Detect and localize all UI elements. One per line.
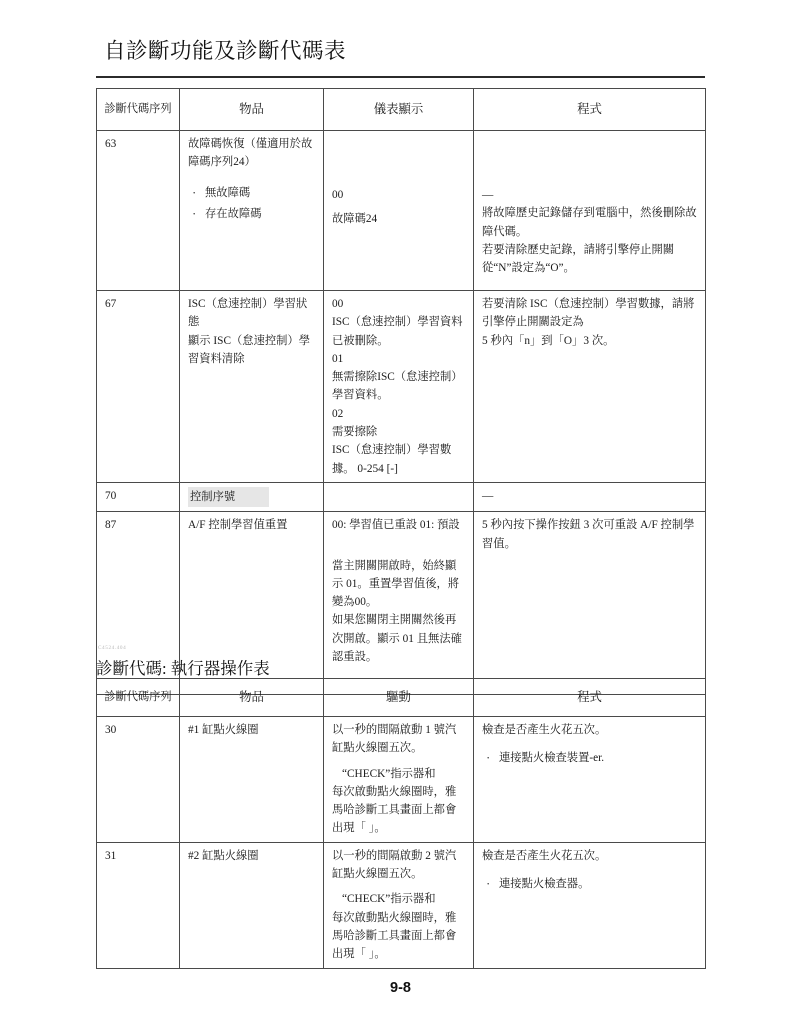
cell-code: 87 [97,512,180,695]
display-value-3: 如果您關閉主開關然後再次開啟。顯示 01 且無法確認重設。 [332,614,462,664]
table-row [97,842,706,968]
page-title: 自診斷功能及診斷代碼表 [104,39,347,63]
drive-text-1: 以一秒的間隔啟動 2 號汽缸點火線圈五次。 [332,849,457,881]
cell-item: #2 缸點火線圈 [180,842,324,968]
section-title-actuator: 診斷代碼: 執行器操作表 [96,659,270,678]
table-header-row [97,89,706,131]
column-header-procedure: 程式 [474,679,706,717]
list-item: · 無故障碼 [188,184,316,202]
column-header-display: 儀表顯示 [324,89,474,131]
column-header-procedure: 程式 [474,89,706,131]
cell-procedure [474,131,706,291]
display-value-2: 故障碼24 [332,213,378,226]
cell-item: #1 缸點火線圈 [180,717,324,843]
item-line-1: ISC（怠速控制）學習狀態 [188,298,308,329]
display-code-3: 02 [332,407,344,420]
display-code-2: 01 [332,352,344,365]
procedure-text-1: 若要清除 ISC（怠速控制）學習數據，請將引擎停止開關設定為 [482,298,695,329]
cell-code: 30 [97,717,180,843]
display-value-2: 當主開關開啟時，始終顯示 01。重置學習值後，將變為00。 [332,559,460,609]
self-diagnosis-table [96,88,706,695]
cell-code: 70 [97,482,180,511]
cell-item [180,482,324,511]
list-item: · 存在故障碼 [188,205,316,223]
drive-text-1: 以一秒的間隔啟動 1 號汽缸點火線圈五次。 [332,724,457,755]
cell-display [324,512,474,695]
cell-code: 31 [97,842,180,968]
column-header-drive: 驅動 [324,679,474,717]
procedure-dash: — [482,189,494,201]
cell-display [324,131,474,291]
item-title: 故障碼恢復（僅適用於故障碼序列24） [188,138,313,169]
title-divider [96,76,705,78]
cell-procedure [474,291,706,483]
column-header-item: 物品 [180,89,324,131]
cell-procedure [474,512,706,695]
display-code-1: 00 [332,298,344,310]
item-bullet-list [188,184,316,224]
display-text-2: 無需擦除ISC（怠速控制）學習資料。 [332,371,463,402]
cell-procedure [474,717,706,843]
column-header-code: 診斷代碼序列 [97,89,180,131]
display-text-4: ISC（怠速控制）學習數據。 0-254 [-] [332,444,452,475]
item-line-2: 顯示 ISC（怠速控制）學習資料清除 [188,334,311,365]
cell-item [180,291,324,483]
cell-code: 67 [97,291,180,483]
column-header-item: 物品 [180,679,324,717]
procedure-bullet-list [482,749,698,767]
drive-text-3: 每次啟動點火線圈時，雅馬哈診斷工具畫面上都會出現「 」。 [332,911,457,961]
drive-text-3: 每次啟動點火線圈時，雅馬哈診斷工具畫面上都會出現「 」。 [332,785,457,835]
procedure-text-1: 檢查是否產生火花五次。 [482,849,607,862]
faint-text-fragment: C4524.404 [98,645,127,651]
actuator-operation-table [96,678,706,969]
drive-text-2: “CHECK”指示器和 [342,893,436,906]
procedure-text-1: 將故障歷史記錄儲存到電腦中，然後刪除故障代碼。 [482,207,697,238]
display-text-1: ISC（怠速控制）學習資料已被刪除。 [332,316,463,347]
display-value-1: 00 [332,189,344,201]
procedure-text-1: 檢查是否產生火花五次。 [482,724,607,736]
cell-drive [324,717,474,843]
cell-item: A/F 控制學習值重置 [180,512,324,695]
procedure-bullet-list [482,875,698,893]
procedure-text-1: 5 秒內按下操作按鈕 3 次可重設 A/F 控制學習值。 [482,519,695,550]
table-row [97,482,706,511]
cell-drive [324,842,474,968]
cell-display [324,482,474,511]
page-number: 9-8 [390,980,411,996]
list-item: · 連接點火檢查器。 [482,875,698,893]
column-header-code: 診斷代碼序列 [97,679,180,717]
procedure-text-2: 5 秒內「n」到「O」3 次。 [482,334,615,347]
cell-procedure [474,482,706,511]
display-text-3: 需要擦除 [332,426,378,439]
table-row [97,291,706,483]
table-row [97,717,706,843]
cell-item [180,131,324,291]
item-highlighted-text: 控制序號 [188,487,269,507]
cell-display [324,291,474,483]
cell-code: 63 [97,131,180,291]
list-item: · 連接點火檢查裝置-er. [482,749,698,767]
drive-text-2: “CHECK”指示器和 [342,767,436,780]
procedure-text-2: 若要清除歷史記錄，請將引擎停止開關從“N”設定為“O”。 [482,243,675,275]
cell-procedure [474,842,706,968]
table-header-row [97,679,706,717]
procedure-dash: — [482,489,494,502]
table-row [97,131,706,291]
display-value-1: 00: 學習值已重設 01: 預設 [332,519,460,532]
